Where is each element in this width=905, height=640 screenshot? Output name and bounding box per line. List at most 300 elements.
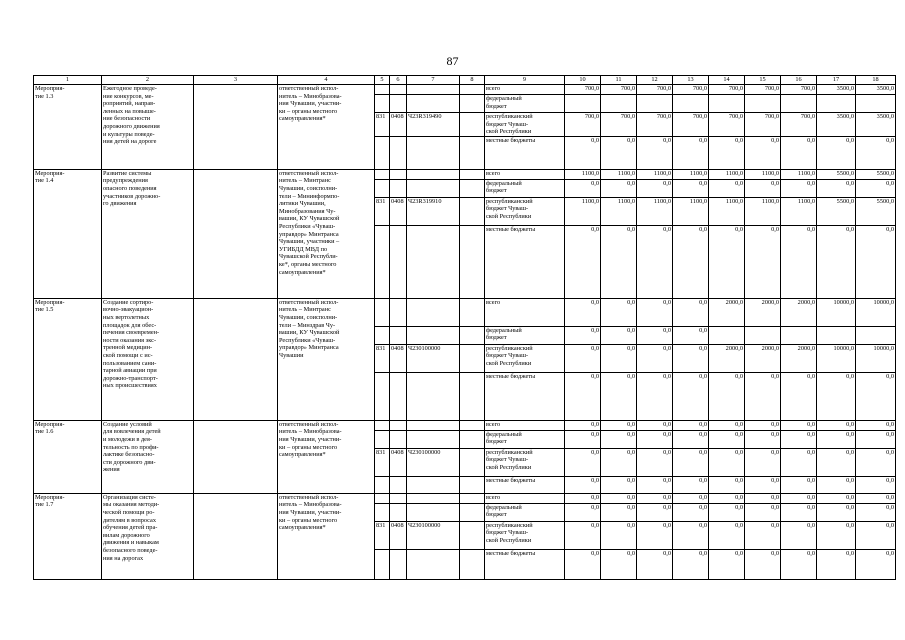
section-code-cell xyxy=(390,85,407,95)
amount-cell: 1100,0 xyxy=(745,197,781,225)
amount-cell: 0,0 xyxy=(601,179,637,197)
amount-cell: 1100,0 xyxy=(781,169,817,179)
empty-cell xyxy=(194,85,278,170)
amount-cell: 0,0 xyxy=(673,326,709,344)
amount-cell xyxy=(856,95,896,113)
grbs-code-cell: 831 xyxy=(375,344,390,372)
amount-cell: 0,0 xyxy=(817,493,856,503)
section-code-cell xyxy=(390,503,407,521)
event-name-cell: Развитие системы предупреждения опасного поведения участников дорожно- го движения xyxy=(102,169,194,298)
amount-cell: 0,0 xyxy=(745,521,781,549)
amount-cell: 0,0 xyxy=(673,493,709,503)
funding-source-cell: местные бюджеты xyxy=(485,372,565,420)
amount-cell: 0,0 xyxy=(781,420,817,430)
amount-cell: 5500,0 xyxy=(856,197,896,225)
amount-cell: 0,0 xyxy=(781,521,817,549)
grbs-code-cell xyxy=(375,326,390,344)
amount-cell: 10000,0 xyxy=(856,344,896,372)
program-funding-table xyxy=(33,75,896,580)
amount-cell: 0,0 xyxy=(817,549,856,579)
amount-cell xyxy=(709,95,745,113)
target-article-code-cell xyxy=(407,298,460,326)
amount-cell: 0,0 xyxy=(601,326,637,344)
grbs-code-cell xyxy=(375,179,390,197)
amount-cell: 0,0 xyxy=(856,493,896,503)
column-number-cell: 3 xyxy=(194,76,278,85)
executor-cell: ответственный испол- нитель – Минобразова- ния Чувашии, участни- ки – органы местного самоуправления* xyxy=(278,420,375,493)
amount-cell: 0,0 xyxy=(637,179,673,197)
section-code-cell: 0408 xyxy=(390,197,407,225)
amount-cell: 0,0 xyxy=(817,521,856,549)
column-number-cell: 17 xyxy=(817,76,856,85)
amount-cell: 0,0 xyxy=(709,448,745,476)
amount-cell: 1100,0 xyxy=(565,169,601,179)
target-article-code-cell xyxy=(407,430,460,448)
column-number-cell: 10 xyxy=(565,76,601,85)
grbs-code-cell: 831 xyxy=(375,448,390,476)
funding-source-cell: федеральный бюджет xyxy=(485,326,565,344)
column-number-cell: 12 xyxy=(637,76,673,85)
amount-cell: 1100,0 xyxy=(709,169,745,179)
amount-cell xyxy=(817,95,856,113)
column-number-cell: 7 xyxy=(407,76,460,85)
target-article-code-cell xyxy=(407,169,460,179)
amount-cell: 0,0 xyxy=(709,493,745,503)
section-code-cell xyxy=(390,179,407,197)
amount-cell: 0,0 xyxy=(637,430,673,448)
amount-cell: 1100,0 xyxy=(637,169,673,179)
event-name-cell: Создание условий для вовлечения детей и молодежи в дея- тельность по профи- лактике безопасно- сти дорожного дви- жения xyxy=(102,420,194,493)
expense-type-cell xyxy=(460,493,485,503)
section-code-cell: 0408 xyxy=(390,113,407,137)
amount-cell: 700,0 xyxy=(565,113,601,137)
amount-cell: 1100,0 xyxy=(673,169,709,179)
amount-cell: 0,0 xyxy=(709,225,745,298)
expense-type-cell xyxy=(460,430,485,448)
table-row xyxy=(34,85,896,95)
amount-cell xyxy=(601,95,637,113)
amount-cell: 700,0 xyxy=(565,85,601,95)
amount-cell: 0,0 xyxy=(637,136,673,169)
amount-cell: 0,0 xyxy=(601,549,637,579)
funding-source-cell: местные бюджеты xyxy=(485,225,565,298)
amount-cell: 1100,0 xyxy=(637,197,673,225)
amount-cell: 0,0 xyxy=(673,298,709,326)
executor-cell: ответственный испол- нитель – Минобразова- ния Чувашии, участни- ки – органы местного самоуправления* xyxy=(278,85,375,170)
section-code-cell xyxy=(390,136,407,169)
column-number-row xyxy=(34,76,896,85)
target-article-code-cell: Ч230100000 xyxy=(407,521,460,549)
expense-type-cell xyxy=(460,549,485,579)
expense-type-cell xyxy=(460,372,485,420)
amount-cell: 0,0 xyxy=(745,476,781,493)
expense-type-cell xyxy=(460,197,485,225)
expense-type-cell xyxy=(460,420,485,430)
amount-cell: 700,0 xyxy=(709,113,745,137)
column-number-cell: 13 xyxy=(673,76,709,85)
section-code-cell xyxy=(390,326,407,344)
amount-cell: 10000,0 xyxy=(856,298,896,326)
section-code-cell xyxy=(390,372,407,420)
grbs-code-cell xyxy=(375,493,390,503)
amount-cell: 700,0 xyxy=(745,85,781,95)
amount-cell: 0,0 xyxy=(745,503,781,521)
amount-cell: 0,0 xyxy=(745,430,781,448)
amount-cell: 0,0 xyxy=(781,136,817,169)
target-article-code-cell xyxy=(407,136,460,169)
amount-cell: 0,0 xyxy=(745,420,781,430)
amount-cell: 0,0 xyxy=(781,503,817,521)
amount-cell: 3500,0 xyxy=(856,113,896,137)
table-row xyxy=(34,420,896,430)
amount-cell: 0,0 xyxy=(709,476,745,493)
amount-cell: 0,0 xyxy=(637,225,673,298)
amount-cell: 0,0 xyxy=(565,503,601,521)
amount-cell: 0,0 xyxy=(637,493,673,503)
amount-cell: 0,0 xyxy=(781,549,817,579)
expense-type-cell xyxy=(460,344,485,372)
expense-type-cell xyxy=(460,85,485,95)
target-article-code-cell xyxy=(407,549,460,579)
amount-cell: 0,0 xyxy=(601,430,637,448)
amount-cell: 0,0 xyxy=(565,136,601,169)
amount-cell: 700,0 xyxy=(673,113,709,137)
grbs-code-cell xyxy=(375,298,390,326)
amount-cell: 1100,0 xyxy=(601,169,637,179)
target-article-code-cell xyxy=(407,420,460,430)
amount-cell: 1100,0 xyxy=(601,197,637,225)
funding-source-cell: республиканский бюджет Чуваш- ской Республики xyxy=(485,344,565,372)
target-article-code-cell xyxy=(407,372,460,420)
amount-cell: 0,0 xyxy=(637,503,673,521)
amount-cell: 0,0 xyxy=(817,179,856,197)
target-article-code-cell xyxy=(407,225,460,298)
amount-cell: 0,0 xyxy=(637,476,673,493)
funding-source-cell: всего xyxy=(485,420,565,430)
grbs-code-cell xyxy=(375,169,390,179)
amount-cell: 0,0 xyxy=(856,549,896,579)
amount-cell: 0,0 xyxy=(601,372,637,420)
event-name-cell: Организация систе- мы оказания методи- ческой помощи ро- дителям в вопросах обучения детей пра- вилам дорожного движения и навыкам безопасного поведе- ния на дорогах xyxy=(102,493,194,579)
amount-cell xyxy=(781,95,817,113)
amount-cell: 0,0 xyxy=(709,503,745,521)
amount-cell: 700,0 xyxy=(673,85,709,95)
amount-cell: 0,0 xyxy=(637,420,673,430)
funding-source-cell: местные бюджеты xyxy=(485,136,565,169)
target-article-code-cell xyxy=(407,95,460,113)
amount-cell: 0,0 xyxy=(817,420,856,430)
column-number-cell: 14 xyxy=(709,76,745,85)
event-number-cell: Мероприя- тие 1.5 xyxy=(34,298,102,420)
amount-cell: 0,0 xyxy=(856,179,896,197)
amount-cell: 1100,0 xyxy=(745,169,781,179)
executor-cell: ответственный испол- нитель – Минтранс Чувашии, соисполни- тели – Минздрав Чу- вашии, КУ Чувашской Республики «Чуваш- управдор» Минтранса Чувашии xyxy=(278,298,375,420)
target-article-code-cell xyxy=(407,85,460,95)
expense-type-cell xyxy=(460,326,485,344)
amount-cell: 0,0 xyxy=(781,179,817,197)
column-number-cell: 2 xyxy=(102,76,194,85)
amount-cell: 0,0 xyxy=(637,521,673,549)
amount-cell: 0,0 xyxy=(817,448,856,476)
amount-cell: 0,0 xyxy=(565,420,601,430)
section-code-cell xyxy=(390,298,407,326)
amount-cell: 2000,0 xyxy=(781,298,817,326)
amount-cell: 0,0 xyxy=(673,372,709,420)
amount-cell: 2000,0 xyxy=(709,344,745,372)
section-code-cell xyxy=(390,169,407,179)
amount-cell: 700,0 xyxy=(601,113,637,137)
amount-cell: 0,0 xyxy=(673,179,709,197)
amount-cell: 0,0 xyxy=(601,476,637,493)
table-row xyxy=(34,169,896,179)
amount-cell: 0,0 xyxy=(601,344,637,372)
expense-type-cell xyxy=(460,169,485,179)
event-number-cell: Мероприя- тие 1.3 xyxy=(34,85,102,170)
expense-type-cell xyxy=(460,225,485,298)
amount-cell xyxy=(565,95,601,113)
amount-cell: 0,0 xyxy=(637,448,673,476)
amount-cell: 0,0 xyxy=(709,136,745,169)
event-number-cell: Мероприя- тие 1.4 xyxy=(34,169,102,298)
target-article-code-cell: Ч230100000 xyxy=(407,344,460,372)
amount-cell: 0,0 xyxy=(673,448,709,476)
target-article-code-cell: Ч23R319490 xyxy=(407,113,460,137)
column-number-cell: 16 xyxy=(781,76,817,85)
amount-cell: 0,0 xyxy=(673,521,709,549)
grbs-code-cell xyxy=(375,476,390,493)
amount-cell: 0,0 xyxy=(856,448,896,476)
funding-source-cell: всего xyxy=(485,85,565,95)
amount-cell: 0,0 xyxy=(673,549,709,579)
amount-cell xyxy=(637,95,673,113)
amount-cell: 0,0 xyxy=(781,493,817,503)
amount-cell xyxy=(673,95,709,113)
column-number-cell: 9 xyxy=(485,76,565,85)
amount-cell: 0,0 xyxy=(637,344,673,372)
amount-cell: 0,0 xyxy=(673,420,709,430)
expense-type-cell xyxy=(460,298,485,326)
amount-cell: 0,0 xyxy=(565,476,601,493)
funding-source-cell: всего xyxy=(485,493,565,503)
amount-cell: 0,0 xyxy=(637,326,673,344)
expense-type-cell xyxy=(460,476,485,493)
amount-cell: 0,0 xyxy=(565,493,601,503)
amount-cell: 0,0 xyxy=(601,448,637,476)
grbs-code-cell: 831 xyxy=(375,521,390,549)
amount-cell: 0,0 xyxy=(565,225,601,298)
target-article-code-cell xyxy=(407,493,460,503)
amount-cell: 0,0 xyxy=(817,372,856,420)
amount-cell: 0,0 xyxy=(817,503,856,521)
amount-cell: 0,0 xyxy=(565,372,601,420)
funding-source-cell: республиканский бюджет Чуваш- ской Республики xyxy=(485,197,565,225)
amount-cell: 10000,0 xyxy=(817,344,856,372)
event-number-cell: Мероприя- тие 1.6 xyxy=(34,420,102,493)
amount-cell: 0,0 xyxy=(637,549,673,579)
grbs-code-cell xyxy=(375,503,390,521)
event-number-cell: Мероприя- тие 1.7 xyxy=(34,493,102,579)
amount-cell: 0,0 xyxy=(817,225,856,298)
expense-type-cell xyxy=(460,113,485,137)
amount-cell: 0,0 xyxy=(565,326,601,344)
executor-cell: ответственный испол- нитель – Минтранс Чувашии, соисполни- тели – Мининформпо- литики Чувашии, Минобразования Чу- вашии, КУ Чувашской Республики «Чуваш- управдор» Минтранса Чувашии, участники – УГИБДД МВД по Чувашской Республи- ке*, органы местного самоуправления* xyxy=(278,169,375,298)
amount-cell xyxy=(781,326,817,344)
amount-cell: 0,0 xyxy=(856,521,896,549)
grbs-code-cell xyxy=(375,549,390,579)
empty-cell xyxy=(194,169,278,298)
grbs-code-cell xyxy=(375,85,390,95)
amount-cell: 1100,0 xyxy=(673,197,709,225)
amount-cell: 0,0 xyxy=(745,493,781,503)
section-code-cell xyxy=(390,225,407,298)
grbs-code-cell xyxy=(375,420,390,430)
section-code-cell xyxy=(390,420,407,430)
page-number: 87 xyxy=(446,54,459,68)
amount-cell: 0,0 xyxy=(856,430,896,448)
amount-cell: 0,0 xyxy=(745,136,781,169)
funding-source-cell: федеральный бюджет xyxy=(485,503,565,521)
amount-cell: 0,0 xyxy=(565,448,601,476)
amount-cell: 0,0 xyxy=(565,298,601,326)
amount-cell: 0,0 xyxy=(637,372,673,420)
amount-cell: 0,0 xyxy=(781,476,817,493)
funding-source-cell: местные бюджеты xyxy=(485,549,565,579)
expense-type-cell xyxy=(460,503,485,521)
amount-cell xyxy=(856,326,896,344)
amount-cell: 0,0 xyxy=(673,430,709,448)
amount-cell: 0,0 xyxy=(745,372,781,420)
amount-cell: 700,0 xyxy=(745,113,781,137)
amount-cell: 3500,0 xyxy=(817,85,856,95)
amount-cell: 5500,0 xyxy=(817,197,856,225)
target-article-code-cell xyxy=(407,476,460,493)
amount-cell: 0,0 xyxy=(781,448,817,476)
amount-cell: 0,0 xyxy=(745,549,781,579)
amount-cell: 700,0 xyxy=(637,113,673,137)
section-code-cell xyxy=(390,430,407,448)
amount-cell xyxy=(745,95,781,113)
section-code-cell xyxy=(390,493,407,503)
amount-cell: 0,0 xyxy=(709,430,745,448)
funding-source-cell: федеральный бюджет xyxy=(485,430,565,448)
empty-cell xyxy=(194,493,278,579)
amount-cell xyxy=(709,326,745,344)
amount-cell: 0,0 xyxy=(565,344,601,372)
amount-cell xyxy=(745,326,781,344)
funding-source-cell: местные бюджеты xyxy=(485,476,565,493)
event-name-cell: Ежегодное проведе- ние конкурсов, ме- роприятий, направ- ленных на повыше- ние безопасности дорожного движения и культуры поведе- ния детей на дороге xyxy=(102,85,194,170)
amount-cell: 0,0 xyxy=(856,136,896,169)
funding-source-cell: федеральный бюджет xyxy=(485,179,565,197)
amount-cell: 5500,0 xyxy=(817,169,856,179)
amount-cell: 0,0 xyxy=(856,503,896,521)
amount-cell: 700,0 xyxy=(709,85,745,95)
grbs-code-cell xyxy=(375,136,390,169)
amount-cell: 3500,0 xyxy=(817,113,856,137)
amount-cell: 0,0 xyxy=(601,298,637,326)
amount-cell: 0,0 xyxy=(856,420,896,430)
event-name-cell: Создание сортиро- вочно-эвакуацион- ных вертолетных площадок для обес- печения своевремен- ности оказания экс- тренной медицин- ской помощи с ис- пользованием сани- тарной авиации при дорожно-транспорт- ных происшествиях xyxy=(102,298,194,420)
amount-cell: 0,0 xyxy=(709,521,745,549)
amount-cell: 0,0 xyxy=(709,549,745,579)
column-number-cell: 5 xyxy=(375,76,390,85)
target-article-code-cell: Ч23R319910 xyxy=(407,197,460,225)
column-number-cell: 18 xyxy=(856,76,896,85)
funding-source-cell: республиканский бюджет Чуваш- ской Республики xyxy=(485,113,565,137)
grbs-code-cell xyxy=(375,372,390,420)
amount-cell: 0,0 xyxy=(565,179,601,197)
amount-cell: 0,0 xyxy=(673,136,709,169)
column-number-cell: 11 xyxy=(601,76,637,85)
amount-cell: 0,0 xyxy=(601,136,637,169)
amount-cell: 1100,0 xyxy=(565,197,601,225)
amount-cell: 1100,0 xyxy=(709,197,745,225)
expense-type-cell xyxy=(460,136,485,169)
section-code-cell xyxy=(390,476,407,493)
section-code-cell: 0408 xyxy=(390,521,407,549)
amount-cell: 700,0 xyxy=(781,113,817,137)
amount-cell: 0,0 xyxy=(745,179,781,197)
grbs-code-cell xyxy=(375,430,390,448)
amount-cell: 2000,0 xyxy=(745,298,781,326)
grbs-code-cell: 831 xyxy=(375,113,390,137)
funding-source-cell: республиканский бюджет Чуваш- ской Республики xyxy=(485,521,565,549)
target-article-code-cell xyxy=(407,503,460,521)
funding-source-cell: республиканский бюджет Чуваш- ской Республики xyxy=(485,448,565,476)
empty-cell xyxy=(194,420,278,493)
amount-cell: 0,0 xyxy=(709,179,745,197)
amount-cell: 0,0 xyxy=(709,420,745,430)
amount-cell: 0,0 xyxy=(673,476,709,493)
amount-cell: 0,0 xyxy=(709,372,745,420)
grbs-code-cell xyxy=(375,95,390,113)
amount-cell: 700,0 xyxy=(601,85,637,95)
amount-cell: 0,0 xyxy=(817,476,856,493)
amount-cell: 0,0 xyxy=(565,430,601,448)
executor-cell: ответственный испол- нитель – Минобразова- ния Чувашии, участни- ки – органы местного самоуправления* xyxy=(278,493,375,579)
section-code-cell xyxy=(390,95,407,113)
target-article-code-cell xyxy=(407,326,460,344)
target-article-code-cell xyxy=(407,179,460,197)
expense-type-cell xyxy=(460,179,485,197)
amount-cell: 2000,0 xyxy=(709,298,745,326)
expense-type-cell xyxy=(460,448,485,476)
amount-cell: 3500,0 xyxy=(856,85,896,95)
amount-cell: 0,0 xyxy=(817,136,856,169)
column-number-cell: 6 xyxy=(390,76,407,85)
amount-cell: 0,0 xyxy=(781,430,817,448)
empty-cell xyxy=(194,298,278,420)
amount-cell: 0,0 xyxy=(745,225,781,298)
amount-cell: 0,0 xyxy=(601,225,637,298)
amount-cell: 0,0 xyxy=(856,372,896,420)
expense-type-cell xyxy=(460,521,485,549)
grbs-code-cell: 831 xyxy=(375,197,390,225)
amount-cell: 0,0 xyxy=(781,225,817,298)
grbs-code-cell xyxy=(375,225,390,298)
section-code-cell: 0408 xyxy=(390,448,407,476)
amount-cell: 0,0 xyxy=(565,549,601,579)
amount-cell: 0,0 xyxy=(637,298,673,326)
section-code-cell: 0408 xyxy=(390,344,407,372)
amount-cell: 0,0 xyxy=(745,448,781,476)
amount-cell: 700,0 xyxy=(781,85,817,95)
amount-cell: 0,0 xyxy=(601,503,637,521)
amount-cell: 0,0 xyxy=(781,372,817,420)
amount-cell: 0,0 xyxy=(673,344,709,372)
amount-cell: 10000,0 xyxy=(817,298,856,326)
column-number-cell: 4 xyxy=(278,76,375,85)
